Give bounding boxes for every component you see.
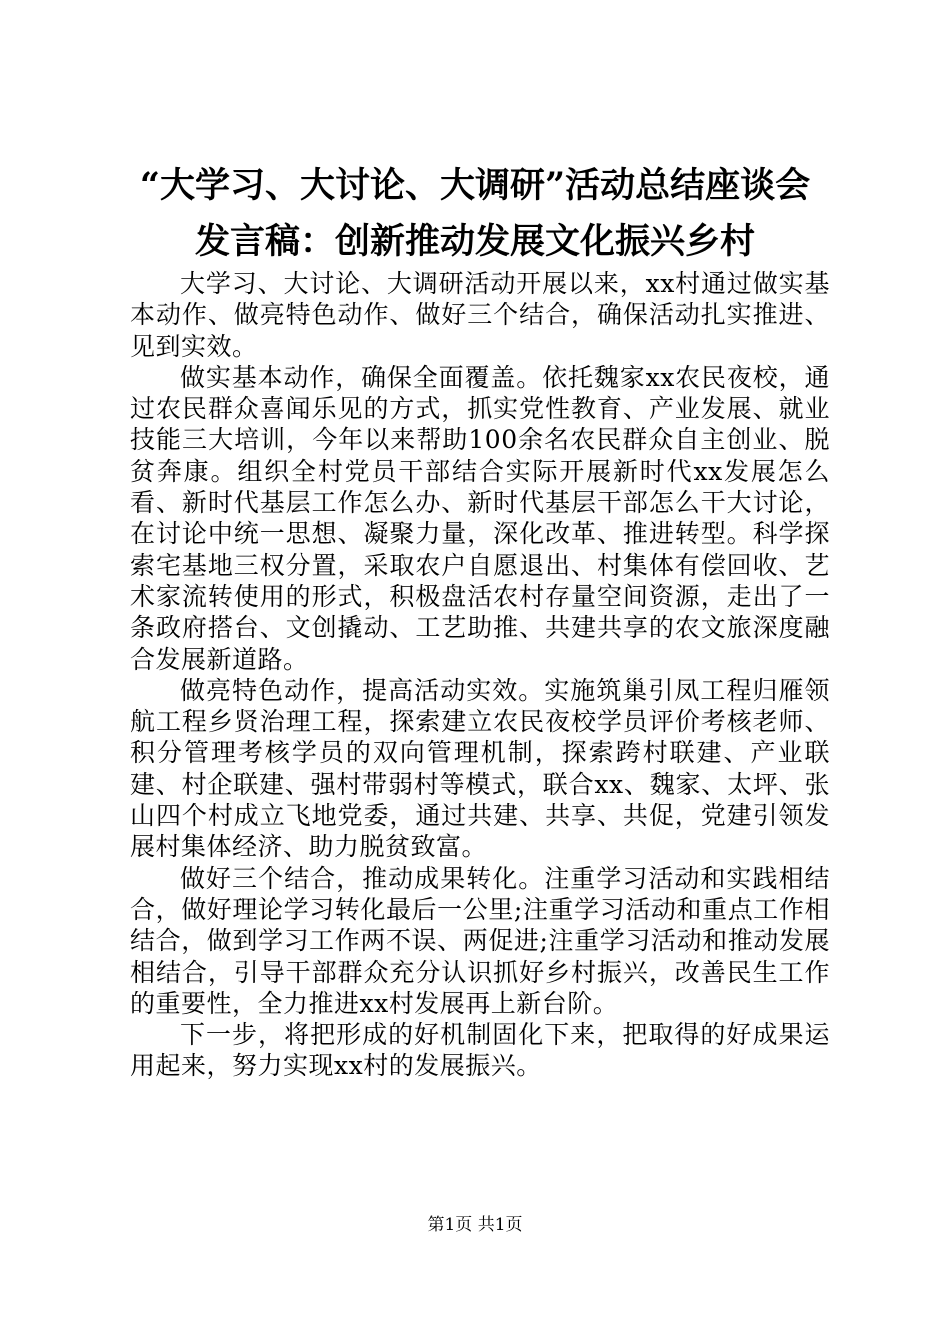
paragraph-featured-actions: 做亮特色动作，提高活动实效。实施筑巢引凤工程归雁领航工程乡贤治理工程，探索建立农民夜校学员评价考核老师、积分管理考核学员的双向管理机制，探索跨村联建、产业联建、村企联建、强村带弱村等模式，联合xx、魏家、太坪、张山四个村成立飞地党委，通过共建、共享、共促，党建引领发展村集体经济、助力脱贫致富。 — [130, 675, 830, 862]
document-title-line-1: “大学习、大讨论、大调研”活动总结座谈会 — [139, 165, 811, 206]
document-body — [130, 268, 830, 1082]
paragraph-basic-actions: 做实基本动作，确保全面覆盖。依托魏家xx农民夜校，通过农民群众喜闻乐见的方式，抓实党性教育、产业发展、就业技能三大培训，今年以来帮助100余名农民群众自主创业、脱贫奔康。组织全村党员干部结合实际开展新时代xx发展怎么看、新时代基层工作怎么办、新时代基层干部怎么干大讨论，在讨论中统一思想、凝聚力量，深化改革、推进转型。科学探索宅基地三权分置，采取农户自愿退出、村集体有偿回收、艺术家流转使用的形式，积极盘活农村存量空间资源，走出了一条政府搭台、文创撬动、工艺助推、共建共享的农文旅深度融合发展新道路。 — [130, 362, 830, 674]
paragraph-intro: 大学习、大讨论、大调研活动开展以来，xx村通过做实基本动作、做亮特色动作、做好三个结合，确保活动扎实推进、见到实效。 — [130, 269, 830, 361]
document-title-line-2: 发言稿：创新推动发展文化振兴乡村 — [194, 221, 755, 262]
page-number-footer: 第1页 共1页 — [427, 1215, 523, 1235]
paragraph-next-steps: 下一步，将把形成的好机制固化下来，把取得的好成果运用起来，努力实现xx村的发展振兴。 — [130, 1020, 830, 1081]
paragraph-three-combinations: 做好三个结合，推动成果转化。注重学习活动和实践相结合，做好理论学习转化最后一公里;注重学习活动和重点工作相结合，做到学习工作两不误、两促进;注重学习活动和推动发展相结合，引导干部群众充分认识抓好乡村振兴，改善民生工作的重要性，全力推进xx村发展再上新台阶。 — [130, 863, 830, 1018]
